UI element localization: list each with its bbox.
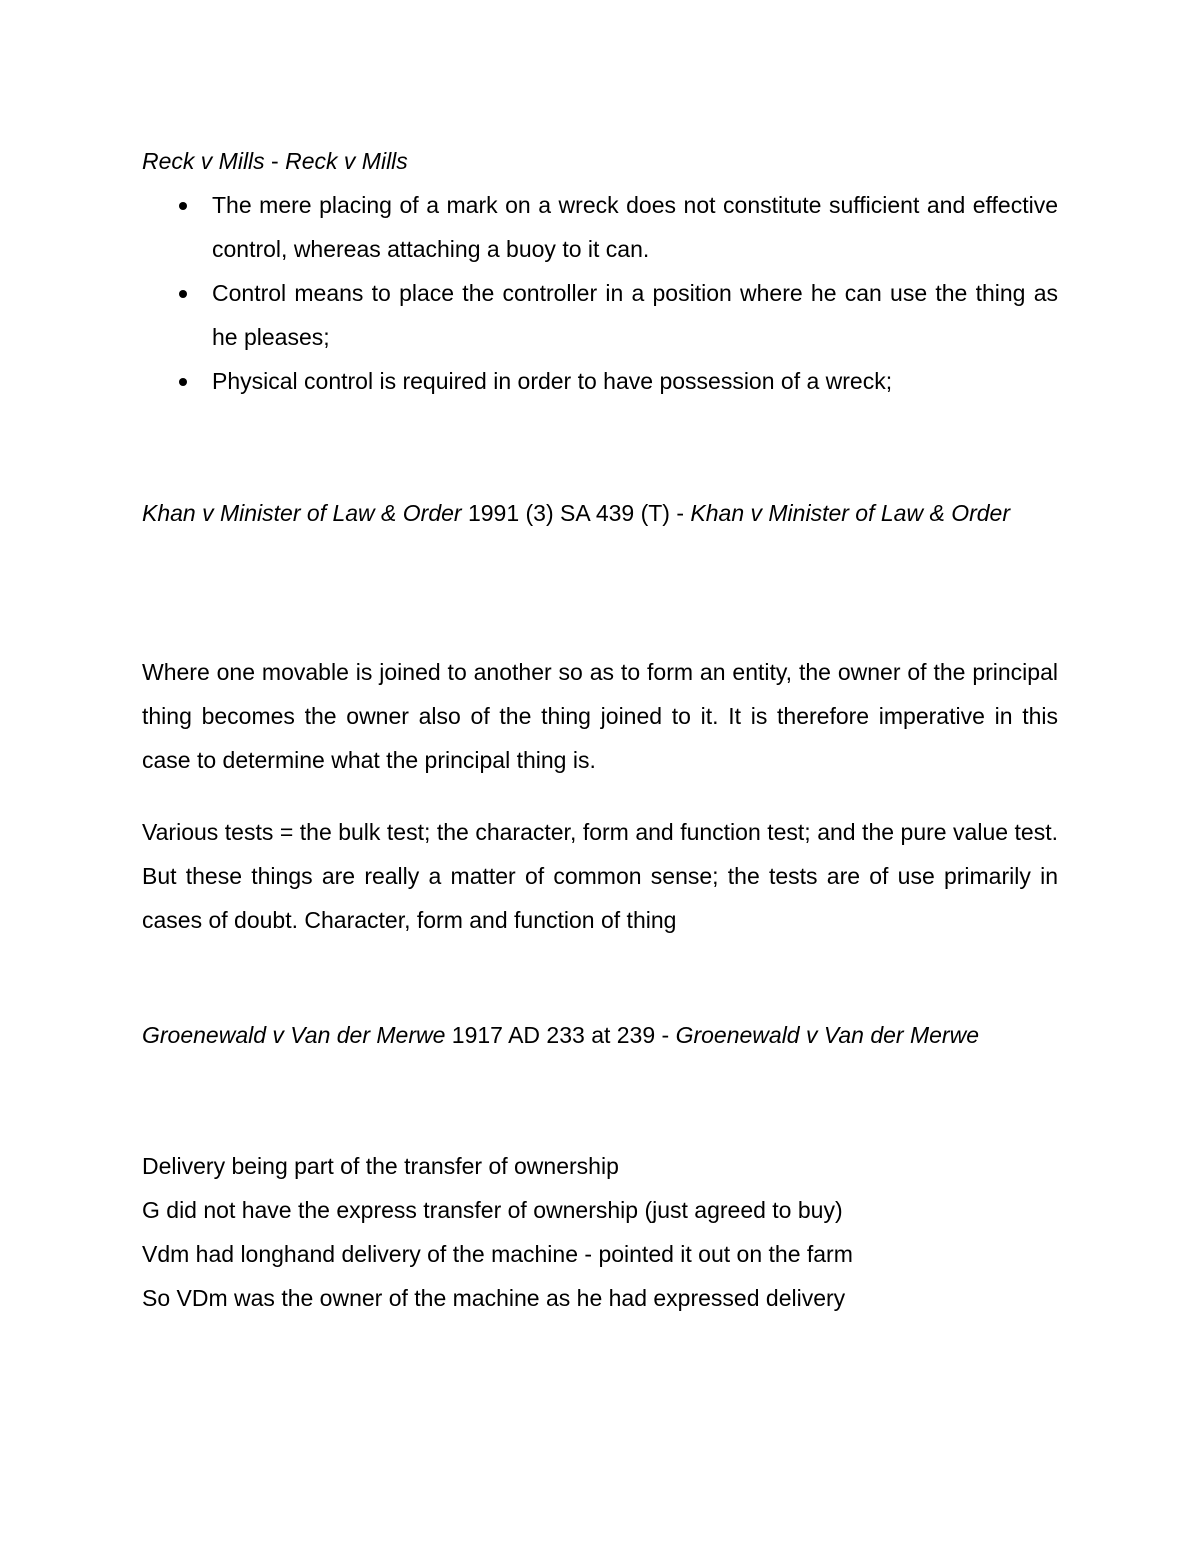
groenewald-notes <box>142 1144 1058 1320</box>
note-line: Delivery being part of the transfer of ownership <box>142 1153 619 1179</box>
bullet-text: Physical control is required in order to have possession of a wreck; <box>212 368 893 394</box>
bullet-text: Control means to place the controller in a position where he can use the thing as he pleases; <box>212 280 1058 350</box>
khan-paragraph-2: Various tests = the bulk test; the character, form and function test; and the pure value test. But these things are really a matter of common sense; the tests are of use primarily in cases of doubt. Character, form and function of thing <box>142 819 1058 933</box>
reck-bullet-list <box>142 183 1058 403</box>
case-heading-reck <box>142 139 1058 183</box>
list-item <box>142 359 1058 403</box>
list-item <box>142 183 1058 271</box>
case-heading-groenewald <box>142 1013 1058 1057</box>
case-citation: 1991 (3) SA 439 (T) - <box>461 500 691 526</box>
list-item <box>142 271 1058 359</box>
bullet-text: The mere placing of a mark on a wreck does not constitute sufficient and effective control, whereas attaching a buoy to it can. <box>212 192 1058 262</box>
case-name: Khan v Minister of Law & Order <box>142 500 462 526</box>
heading-separator: - <box>264 148 286 174</box>
case-name-repeat: Groenewald v Van der Merwe <box>675 1022 979 1048</box>
case-name-repeat: Khan v Minister of Law & Order <box>690 500 1010 526</box>
case-heading-khan <box>142 491 1058 535</box>
case-name: Reck v Mills <box>142 148 265 174</box>
case-name-repeat: Reck v Mills <box>285 148 408 174</box>
case-name: Groenewald v Van der Merwe <box>142 1022 446 1048</box>
bullet-dot-icon <box>179 378 187 386</box>
bullet-dot-icon <box>179 290 187 298</box>
case-citation: 1917 AD 233 at 239 - <box>445 1022 676 1048</box>
note-line: G did not have the express transfer of ownership (just agreed to buy) <box>142 1197 843 1223</box>
bullet-dot-icon <box>179 202 187 210</box>
note-line: Vdm had longhand delivery of the machine - pointed it out on the farm <box>142 1241 853 1267</box>
khan-paragraph-1: Where one movable is joined to another so as to form an entity, the owner of the principal thing becomes the owner also of the thing joined to it. It is therefore imperative in this case to determine what the principal thing is. <box>142 659 1058 773</box>
note-line: So VDm was the owner of the machine as he had expressed delivery <box>142 1285 846 1311</box>
